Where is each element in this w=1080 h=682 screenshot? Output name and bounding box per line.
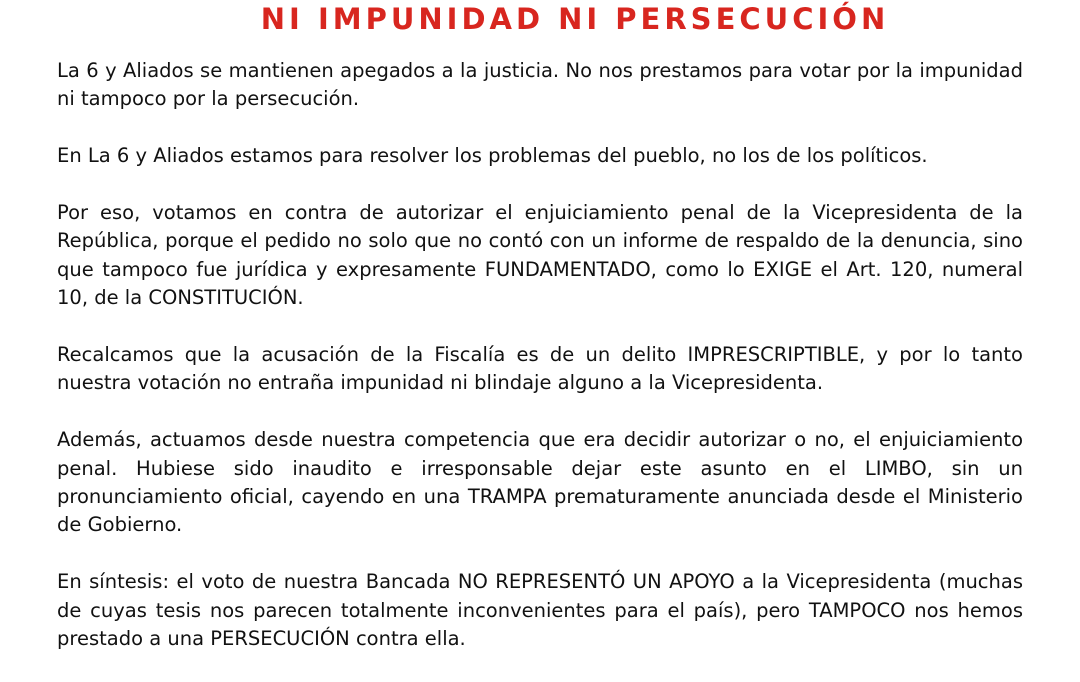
paragraph-competence: Además, actuamos desde nuestra competencia que era decidir autorizar o no, el enjuiciamiento penal. Hubiese sido inaudito e irresponsable dejar este asunto en el LIMBO, sin un pronunciamiento oficial, cayendo en una TRAMPA prematuramente anunciada desde el Ministerio de Gobierno. [57,428,1023,537]
paragraph-purpose: En La 6 y Aliados estamos para resolver los problemas del pueblo, no los de los políticos. [57,144,928,168]
statement-body [57,57,1023,682]
paragraph-synthesis: En síntesis: el voto de nuestra Bancada NO REPRESENTÓ UN APOYO a la Vicepresidenta (muchas de cuyas tesis nos parecen totalmente inconvenientes para el país), pero TAMPOCO nos hemos prestado a una PERSECUCIÓN contra ella. [57,570,1023,651]
paragraph-imprescriptible: Recalcamos que la acusación de la Fiscalía es de un delito IMPRESCRIPTIBLE, y por lo tanto nuestra votación no entraña impunidad ni blindaje alguno a la Vicepresidenta. [57,343,1023,395]
paragraph-justice: La 6 y Aliados se mantienen apegados a la justicia. No nos prestamos para votar por la impunidad ni tampoco por la persecución. [57,59,1023,111]
paragraph-vote-reason: Por eso, votamos en contra de autorizar el enjuiciamiento penal de la Vicepresidenta de la República, porque el pedido no solo que no contó con un informe de respaldo de la denuncia, sino que tampoco fue jurídica y expresamente FUNDAMENTADO, como lo EXIGE el Art. 120, numeral 10, de la CONSTITUCIÓN. [57,201,1023,310]
statement-title: NI IMPUNIDAD NI PERSECUCIÓN [260,2,890,36]
